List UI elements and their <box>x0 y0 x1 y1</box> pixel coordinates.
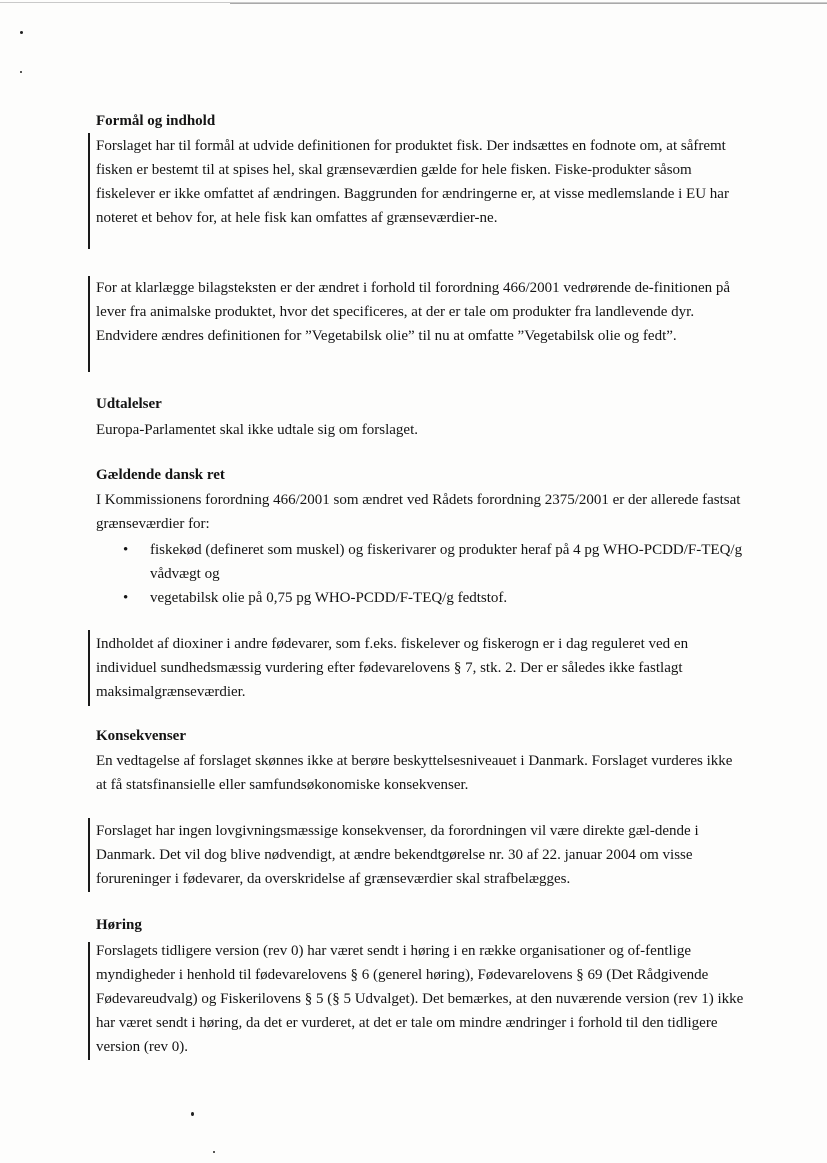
paragraph-udtalelser-1: Europa-Parlamentet skal ikke udtale sig om forslaget. <box>96 422 418 438</box>
scan-speck <box>213 1151 215 1153</box>
paragraph-konsekvenser-1: En vedtagelse af forslaget skønnes ikke at berøre beskyttelsesniveauet i Danmark. Forslaget vurderes ikke at få statsfinansielle eller samfundsøkonomiske konsekvenser. <box>96 753 733 793</box>
section-heading-udtalelser: Udtalelser <box>96 396 162 412</box>
section-heading-gaeldende: Gældende dansk ret <box>96 467 225 483</box>
paragraph-gaeldende-1: I Kommissionens forordning 466/2001 som ændret ved Rådets forordning 2375/2001 er der allerede fastsat grænseværdier for: <box>96 492 741 532</box>
limit-values-list <box>96 538 746 610</box>
list-item: • fiskekød (defineret som muskel) og fiskerivarer og produkter heraf på 4 pg WHO-PCDD/F-TEQ/g vådvægt og <box>123 542 743 582</box>
scan-speck <box>20 71 22 73</box>
revision-bar <box>88 133 90 249</box>
paragraph-formaal-1: Forslaget har til formål at udvide definitionen for produktet fisk. Der indsættes en fodnote om, at såfremt fisken er bestemt til at spises hel, skal grænseværdien gælde for hele fisken. Fiske-produkter såsom fiskelever er ikke omfattet af ændringen. Baggrunden for ændringerne er, at visse medlemslande i EU har noteret et behov for, at hele fisk kan omfattes af grænseværdier-ne. <box>96 138 729 226</box>
scan-speck <box>191 1112 194 1116</box>
paragraph-hoering-1: Forslagets tidligere version (rev 0) har været sendt i høring i en række organisationer og of-fentlige myndigheder i henhold til fødevarelovens § 6 (generel høring), Fødevarelovens § 69 (Det Rådgivende Fødevareudvalg) og Fiskerilovens § 5 (§ 5 Udvalget). Det bemærkes, at den nuværende version (rev 1) ikke har været sendt i høring, da det er vurderet, at det er tale om mindre ændringer i forhold til den tidligere version (rev 0). <box>96 943 744 1055</box>
revision-bar <box>88 276 90 372</box>
revision-bar <box>88 818 90 892</box>
scan-speck <box>20 31 23 34</box>
revision-bar <box>88 630 90 706</box>
paragraph-konsekvenser-2: Forslaget har ingen lovgivningsmæssige konsekvenser, da forordningen vil være direkte gæl-dende i Danmark. Det vil dog blive nødvendigt, at ændre bekendtgørelse nr. 30 af 22. januar 2004 om visse forureninger i fødevarer, da overskridelse af grænseværdier skal strafbelægges. <box>96 823 699 887</box>
section-heading-formaal: Formål og indhold <box>96 113 216 129</box>
section-heading-konsekvenser: Konsekvenser <box>96 728 186 744</box>
paragraph-gaeldende-2: Indholdet af dioxiner i andre fødevarer, som f.eks. fiskelever og fiskerogn er i dag reguleret ved en individuel sundhedsmæssig vurdering efter fødevarelovens § 7, stk. 2. Der er således ikke fastlagt maksimalgrænseværdier. <box>96 636 689 700</box>
section-heading-hoering: Høring <box>96 917 142 933</box>
scan-top-edge-dark <box>230 3 827 4</box>
revision-bar <box>88 942 90 1060</box>
paragraph-formaal-2: For at klarlægge bilagsteksten er der ændret i forhold til forordning 466/2001 vedrørende de-finitionen på lever fra animalske produktet, hvor det specificeres, at der er tale om produkter fra landlevende dyr. Endvidere ændres definitionen for ”Vegetabilsk olie” til nu at omfatte ”Vegetabilsk olie og fedt”. <box>96 280 731 344</box>
list-item: • vegetabilsk olie på 0,75 pg WHO-PCDD/F-TEQ/g fedtstof. <box>123 590 508 606</box>
